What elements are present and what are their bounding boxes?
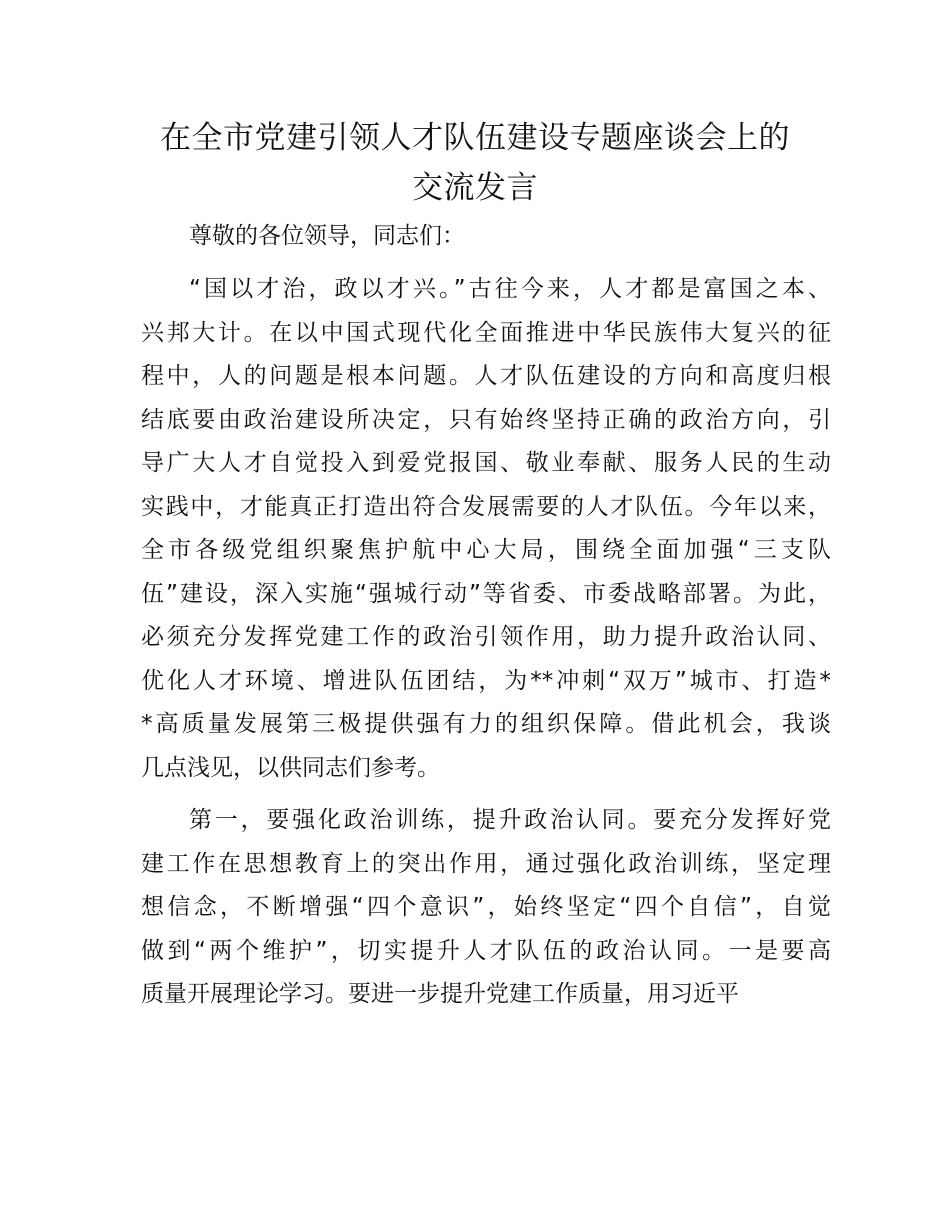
- text-line: 实践中，才能真正打造出符合发展需要的人才队伍。今年以来，: [141, 493, 831, 520]
- text-line: 结底要由政治建设所决定，只有始终坚持正确的政治方向，引: [141, 406, 831, 433]
- paragraph-first-point: [141, 799, 831, 1017]
- text-line: “国以才治，政以才兴。”古往今来，人才都是富国之本、: [189, 276, 831, 302]
- title-line-2: 交流发言: [412, 170, 538, 206]
- text-line: 兴邦大计。在以中国式现代化全面推进中华民族伟大复兴的征: [141, 319, 831, 346]
- text-line: 优化人才环境、增进队伍团结，为**冲刺“双万”城市、打造*: [141, 667, 831, 694]
- text-line: *高质量发展第三极提供强有力的组织保障。借此机会，我谈: [141, 711, 831, 737]
- text-line: 程中，人的问题是根本问题。人才队伍建设的方向和高度归根: [141, 363, 831, 389]
- page-title: [130, 113, 820, 213]
- text-line: 第一，要强化政治训练，提升政治认同。要充分发挥好党: [189, 807, 831, 833]
- paragraph-intro: [141, 268, 831, 790]
- salutation: 尊敬的各位领导，同志们：: [189, 223, 465, 249]
- document-body: [141, 214, 831, 1026]
- text-line: 伍”建设，深入实施“强城行动”等省委、市委战略部署。为此，: [141, 580, 831, 607]
- text-line: 做到“两个维护”，切实提升人才队伍的政治认同。一是要高: [141, 937, 831, 964]
- text-line: 导广大人才自觉投入到爱党报国、敬业奉献、服务人民的生动: [141, 450, 831, 476]
- text-line: 几点浅见，以供同志们参考。: [141, 754, 440, 781]
- text-line: 想信念，不断增强“四个意识”，始终坚定“四个自信”，自觉: [141, 894, 831, 920]
- text-line: 建工作在思想教育上的突出作用，通过强化政治训练，坚定理: [141, 850, 831, 877]
- text-line: 质量开展理论学习。要进一步提升党建工作质量，用习近平: [141, 981, 739, 1007]
- text-line: 全市各级党组织聚焦护航中心大局，围绕全面加强“三支队: [141, 537, 831, 563]
- text-line: 必须充分发挥党建工作的政治引领作用，助力提升政治认同、: [141, 624, 831, 650]
- title-line-1: 在全市党建引领人才队伍建设专题座谈会上的: [160, 120, 790, 156]
